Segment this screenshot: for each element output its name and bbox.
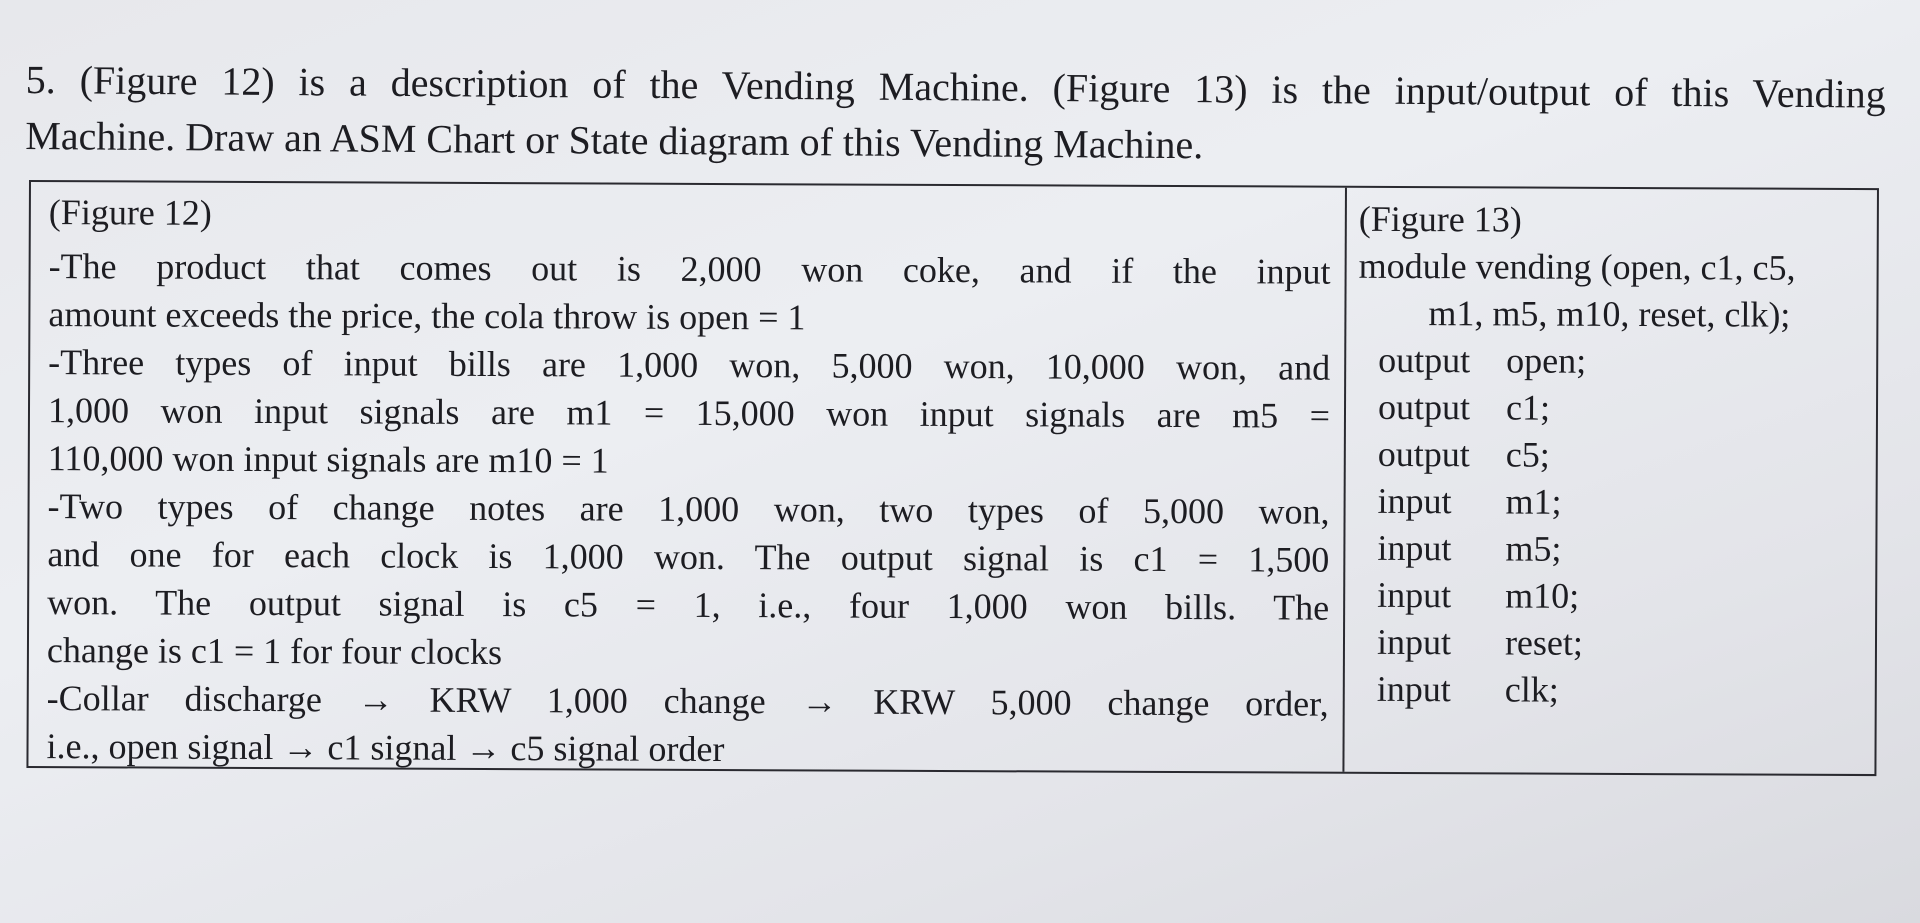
port-declaration: output c1; [1377,386,1551,428]
figure-12-line: and one for each clock is 1,000 won. The output signal is c1 = 1,500 [47,534,1330,580]
figure-12-line: i.e., open signal → c1 signal → c5 signal order [46,726,725,770]
figure-13-title: (Figure 13) [1358,198,1522,240]
figure-12-line: amount exceeds the price, the cola throw is open = 1 [48,294,806,338]
figure-12-line: won. The output signal is c5 = 1, i.e., four 1,000 won bills. The [47,582,1330,628]
figure-12-line: -Three types of input bills are 1,000 won, 5,000 won, 10,000 won, and [48,342,1331,388]
figure-table [26,180,1879,776]
port-declaration: output c5; [1377,433,1550,475]
figure-12-line: -Two types of change notes are 1,000 won, two types of 5,000 won, [47,486,1330,532]
figure-12-title: (Figure 12) [48,192,212,233]
figure-12-cell [28,182,1347,772]
question-line-1: 5. (Figure 12) is a description of the Vending Machine. (Figure 13) is the input/output of this Vending [25,56,1886,117]
port-declaration: output open; [1378,339,1587,381]
figure-12-line: -Collar discharge → KRW 1,000 change → KRW 5,000 change order, [46,678,1329,724]
question-text [25,52,1896,179]
port-declaration: input clk; [1376,668,1559,710]
figure-12-line: 110,000 won input signals are m10 = 1 [47,438,609,481]
figure-13-cell [1344,188,1877,774]
port-declaration: input reset; [1376,621,1584,663]
module-declaration: module vending (open, c1, c5, [1358,245,1796,288]
figure-12-line: -The product that comes out is 2,000 won coke, and if the input [48,246,1331,292]
figure-12-line: change is c1 = 1 for four clocks [46,630,503,673]
port-declaration: input m5; [1377,527,1562,569]
port-declaration: input m10; [1377,574,1580,616]
port-declaration: input m1; [1377,480,1562,522]
module-declaration-continued: m1, m5, m10, reset, clk); [1428,293,1791,335]
question-line-2: Machine. Draw an ASM Chart or State diagram of this Vending Machine. [25,112,1204,168]
figure-12-line: 1,000 won input signals are m1 = 15,000 won input signals are m5 = [47,390,1331,436]
